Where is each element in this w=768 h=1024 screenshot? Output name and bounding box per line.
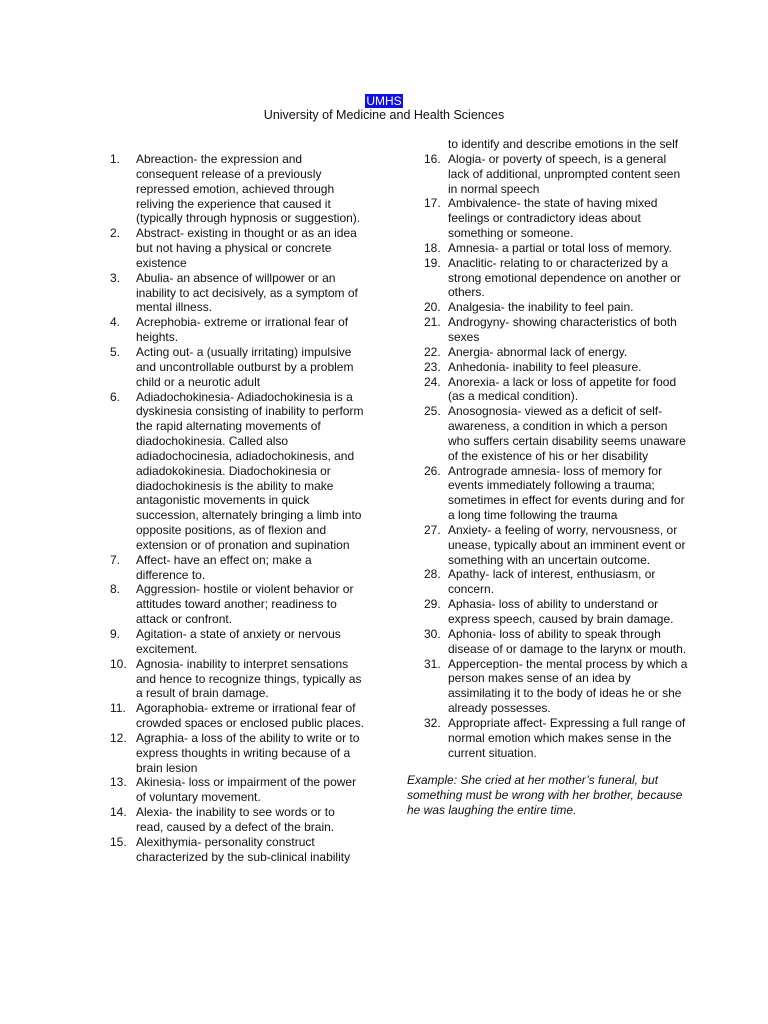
term-text: Analgesia- the inability to feel pain.: [448, 300, 634, 315]
term-number: 31.: [424, 656, 441, 671]
term-item: [403, 716, 688, 761]
term-number: 11.: [110, 701, 126, 716]
term-number: 15.: [110, 834, 127, 849]
term-item: [110, 731, 365, 776]
term-item: [403, 152, 688, 197]
term-number: 21.: [424, 315, 441, 330]
term-item: [110, 582, 365, 627]
term-text: Apperception- the mental process by which a person makes sense of an idea by assimilating it to the body of ideas he or she already possesses.: [448, 656, 688, 716]
term-text: Aphonia- loss of ability to speak through disease of or damage to the larynx or mouth.: [448, 626, 687, 656]
term-item: [403, 241, 688, 256]
term-text: Alexia- the inability to see words or to read, caused by a defect of the brain.: [136, 805, 335, 834]
term-item: [403, 597, 688, 627]
term-number: 16.: [424, 151, 441, 166]
institution-name: University of Medicine and Health Sciences: [263, 108, 505, 122]
term-number: 5.: [110, 344, 121, 359]
term-text: Aggression- hostile or violent behavior or attitudes toward another; readiness to attack or confront.: [136, 582, 354, 627]
term-number: 26.: [424, 463, 441, 478]
term-item: [403, 657, 688, 716]
term-item: [403, 567, 688, 597]
right-column: [403, 137, 688, 818]
term-number: 9.: [110, 627, 121, 641]
term-item: [403, 404, 688, 463]
term-item: [110, 152, 365, 226]
term-number: 2.: [110, 226, 121, 241]
term-number: 24.: [424, 374, 441, 389]
term-item: [403, 360, 688, 375]
term-item: [110, 315, 365, 345]
term-item: [110, 345, 365, 390]
term-item: [110, 805, 365, 835]
term-text: Anhedonia- inability to feel pleasure.: [448, 359, 642, 374]
term-number: 27.: [424, 522, 441, 537]
term-number: 23.: [424, 359, 441, 374]
term-number: 1.: [110, 152, 121, 166]
term-text: Alogia- or poverty of speech, is a general lack of additional, unprompted content seen in normal speech: [448, 151, 681, 196]
term-number: 12.: [110, 730, 127, 745]
term-text: Abreaction- the expression and consequent release of a previously repressed emotion, achieved through reliving the experience that caused it (typically through hypnosis or suggestion).: [136, 152, 361, 226]
term-text: Anaclitic- relating to or characterized by a strong emotional dependence on another or others.: [448, 255, 681, 300]
term-item: [403, 523, 688, 568]
term-number: 4.: [110, 315, 121, 330]
term-number: 29.: [424, 597, 441, 612]
term-text: Anorexia- a lack or loss of appetite for food (as a medical condition).: [448, 374, 677, 404]
term-text: Agnosia- inability to interpret sensations and hence to recognize things, typically as a result of brain damage.: [136, 656, 362, 701]
term-item: [403, 345, 688, 360]
term-item: [110, 271, 365, 316]
term-number: 19.: [424, 255, 441, 270]
term-text: Anergia- abnormal lack of energy.: [448, 344, 628, 359]
term-text: Aphasia- loss of ability to understand or express speech, caused by brain damage.: [448, 597, 674, 626]
term-text: Agoraphobia- extreme or irrational fear of crowded spaces or enclosed public places.: [136, 701, 365, 731]
term-number: 10.: [110, 656, 127, 671]
term-number: 20.: [424, 300, 441, 315]
example-note: Example: She cried at her mother’s funeral, but something must be wrong with her brother, because he was laughing the entire time.: [407, 773, 683, 818]
term-continuation: to identify and describe emotions in the self: [448, 137, 679, 151]
term-number: 32.: [424, 715, 441, 730]
term-text: Abulia- an absence of willpower or an inability to act decisively, as a symptom of mental illness.: [136, 270, 358, 315]
term-text: Adiadochokinesia- Adiadochokinesia is a dyskinesia consisting of inability to perform the rapid alternating movements of diadochokinesia. Called also adiadochocinesia, adiadochokinesis, and adiadokokinesia. Diadochokinesia or diadochokinesis is the ability to make antagonistic movements in quick succession, alternately bringing a limb into opposite positions, as of flexion and extension or of pronation and supination: [136, 389, 364, 552]
term-text: Amnesia- a partial or total loss of memory.: [448, 240, 672, 255]
term-item: [110, 657, 365, 702]
term-number: 25.: [424, 404, 441, 419]
term-number: 3.: [110, 270, 121, 285]
term-item: [110, 390, 365, 553]
left-term-list: [110, 152, 365, 865]
left-column: [110, 152, 365, 865]
term-text: Alexithymia- personality construct characterized by the sub-clinical inability: [136, 834, 351, 864]
institution-abbreviation: UMHS: [366, 94, 402, 108]
term-text: Apathy- lack of interest, enthusiasm, or concern.: [448, 567, 656, 597]
term-number: 17.: [424, 196, 441, 211]
term-item: [403, 464, 688, 523]
term-number: 13.: [110, 775, 127, 790]
term-text: Acting out- a (usually irritating) impulsive and uncontrollable outburst by a problem child or a neurotic adult: [136, 344, 354, 389]
term-text: Androgyny- showing characteristics of both sexes: [448, 315, 677, 344]
term-text: Agraphia- a loss of the ability to write or to express thoughts in writing because of a brain lesion: [136, 730, 360, 775]
term-item: [110, 627, 365, 657]
term-text: Appropriate affect- Expressing a full range of normal emotion which makes sense in the current situation.: [448, 715, 686, 760]
term-text: Acrephobia- extreme or irrational fear of heights.: [136, 315, 349, 345]
term-text: Anosognosia- viewed as a deficit of self-awareness, a condition in which a person who suffers certain disability seems unaware of the existence of his or her disability: [448, 404, 686, 463]
term-number: 30.: [424, 626, 441, 641]
term-text: Agitation- a state of anxiety or nervous excitement.: [136, 627, 341, 656]
term-item: [110, 835, 365, 865]
term-text: Akinesia- loss or impairment of the power of voluntary movement.: [136, 775, 357, 805]
term-item: [110, 553, 365, 583]
term-text: Ambivalence- the state of having mixed feelings or contradictory ideas about something or someone.: [448, 196, 658, 241]
term-number: 18.: [424, 240, 441, 255]
term-item: [403, 300, 688, 315]
term-text: Affect- have an effect on; make a difference to.: [136, 552, 312, 582]
right-term-list: [403, 152, 688, 761]
term-text: Antrograde amnesia- loss of memory for events immediately following a trauma; sometimes in effect for events during and for a long time following the trauma: [448, 463, 685, 523]
term-item: [403, 375, 688, 405]
term-number: 7.: [110, 552, 121, 567]
term-item: [110, 701, 365, 731]
term-number: 6.: [110, 389, 121, 404]
term-text: Anxiety- a feeling of worry, nervousness, or unease, typically about an imminent event or something with an uncertain outcome.: [448, 522, 686, 567]
term-number: 28.: [424, 567, 441, 582]
term-item: [403, 627, 688, 657]
term-number: 8.: [110, 582, 121, 597]
term-item: [403, 256, 688, 301]
term-item: [403, 315, 688, 345]
term-text: Abstract- existing in thought or as an idea but not having a physical or concrete existence: [136, 226, 357, 270]
term-item: [110, 775, 365, 805]
term-number: 14.: [110, 805, 127, 820]
term-item: [403, 196, 688, 241]
term-item: [110, 226, 365, 271]
term-number: 22.: [424, 344, 441, 359]
